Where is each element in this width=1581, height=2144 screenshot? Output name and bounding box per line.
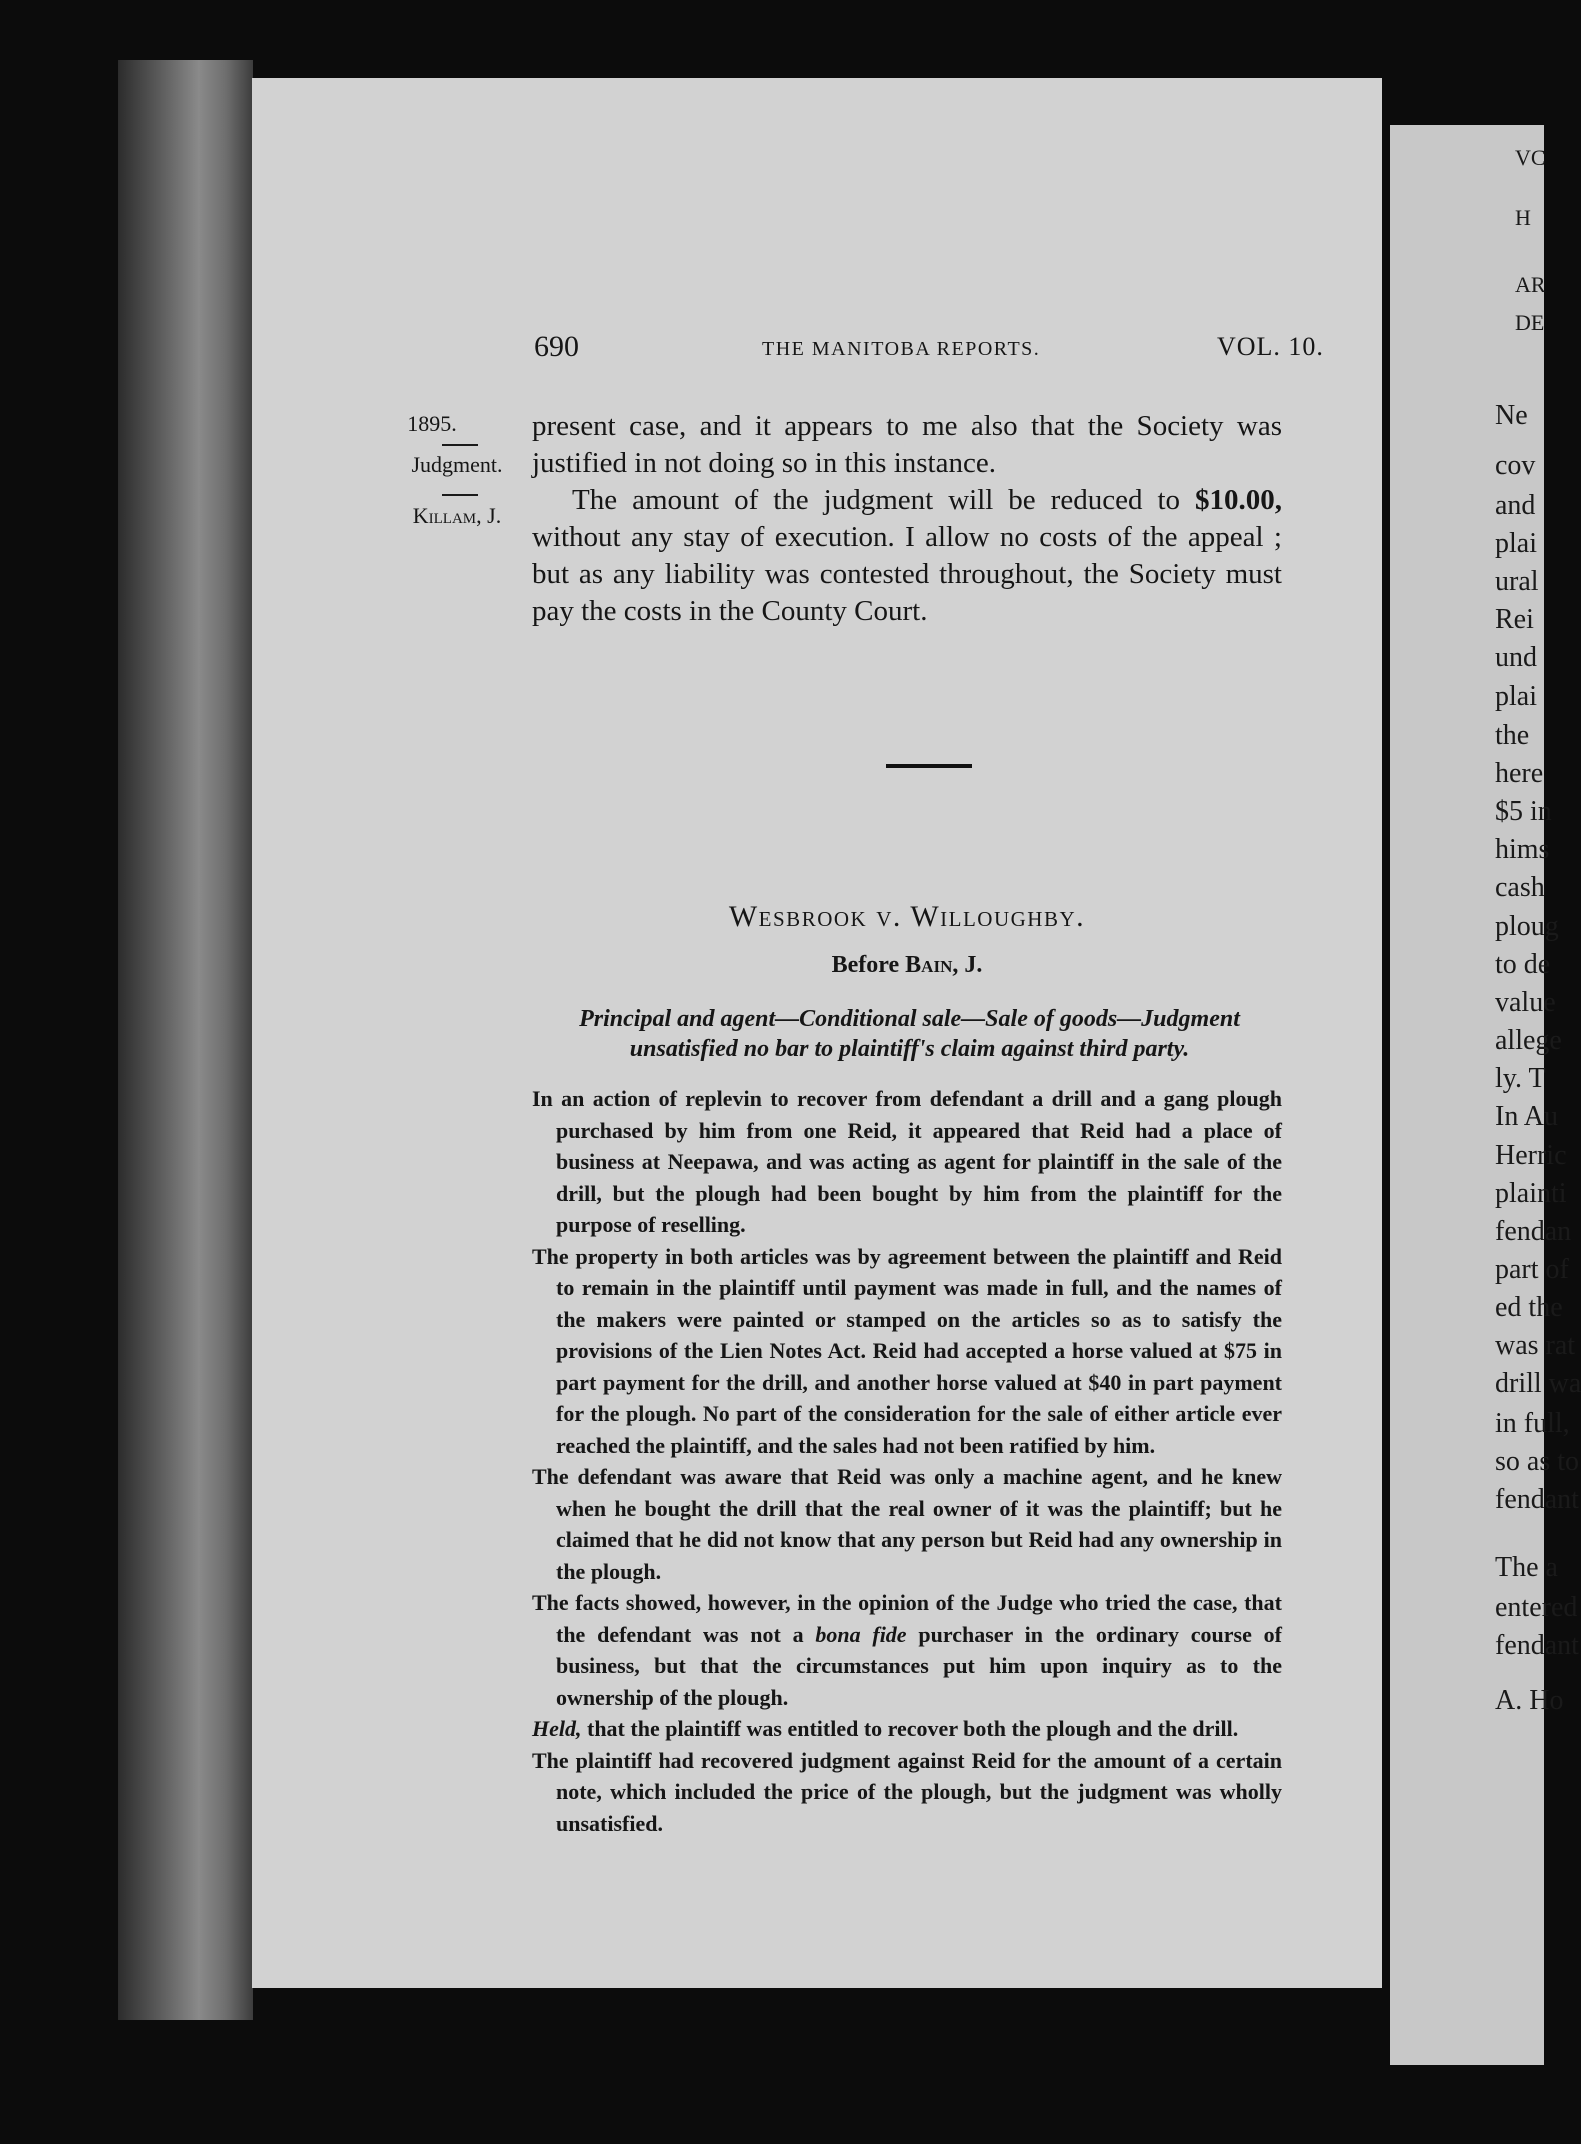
body-paragraph: [532, 482, 1282, 630]
body-text-run: The amount of the judgment will be reduced to: [572, 484, 1195, 516]
facing-page-line: AR: [1515, 272, 1546, 297]
facing-page-line: Herric: [1495, 1140, 1567, 1171]
facing-page-line: cov: [1495, 450, 1536, 481]
section-divider: [886, 764, 972, 768]
facing-page-line: here: [1495, 758, 1544, 789]
headnote: In an action of replevin to recover from defendant a drill and a gang plough purchased by him from one Reid, it appeared that Reid had a place of business at Neepawa, and was acting as agent for plaintiff in the sale of the drill, but the plough had been bought by him from the plaintiff for the purpose of reselling.: [532, 1086, 1282, 1237]
page-number: 690: [534, 330, 579, 363]
facing-page-line: Rei: [1495, 604, 1534, 635]
facing-page-line: VC: [1515, 145, 1546, 170]
held-word: Held,: [532, 1716, 582, 1741]
body-text-run: without any stay of execution. I allow no costs of the appeal ; but as any liability was contested throughout, the Society must pay the costs in the County Court.: [532, 521, 1282, 627]
headnote-italic: bona fide: [815, 1621, 907, 1647]
headnote-run: purchaser in the ordinary course of business, but that the circumstances put him upon inquiry as to the ownership of the plough.: [556, 1621, 1282, 1710]
headnote-run: The facts showed, however, in the opinion of the Judge who tried the case, that the defendant was not a: [532, 1590, 1282, 1647]
book-page: [252, 78, 1382, 1988]
headnote-held: [532, 1713, 1282, 1745]
facing-page-line: The a: [1495, 1552, 1558, 1583]
margin-section: Judgment.: [411, 452, 503, 477]
facing-page-line: ural: [1495, 566, 1539, 597]
facing-page-line: plai: [1495, 681, 1537, 712]
headnote-summary: Principal and agent—Conditional sale—Sale of goods—Judgment unsatisfied no bar to plaintiff's claim against third party.: [579, 1006, 1240, 1062]
facing-page-line: fendant: [1495, 1484, 1579, 1515]
case-title: Wesbrook v. Willoughby.: [728, 900, 1086, 933]
facing-page-line: In Au: [1495, 1101, 1558, 1132]
headnotes: [532, 1083, 1282, 1839]
facing-page-line: A. Ho: [1495, 1685, 1564, 1716]
before-prefix: Before: [831, 952, 906, 978]
facing-page-line: cash: [1495, 872, 1545, 903]
facing-page-line: drill wa: [1495, 1368, 1581, 1399]
facing-page-line: H: [1515, 205, 1531, 230]
headnote-run: that the plaintiff was entitled to recover both the plough and the drill.: [581, 1716, 1239, 1741]
facing-page-line: was rat: [1495, 1330, 1576, 1361]
body-paragraph: present case, and it appears to me also that the Society was justified in not doing so in this instance.: [532, 410, 1282, 479]
margin-year: 1895.: [407, 411, 457, 436]
book-page-edges: [118, 60, 253, 2020]
facing-page-line: value: [1495, 987, 1556, 1018]
facing-page-line: fendan: [1495, 1216, 1572, 1247]
facing-page-line: fendant: [1495, 1630, 1579, 1661]
headnote: The plaintiff had recovered judgment against Reid for the amount of a certain note, which included the price of the plough, but the judgment was wholly unsatisfied.: [532, 1747, 1282, 1836]
facing-page-fragment: [1390, 125, 1581, 2065]
facing-page-line: in full,: [1495, 1408, 1570, 1439]
volume-label: VOL. 10.: [1217, 332, 1324, 361]
judgment-text: [532, 408, 1282, 630]
margin-rule: [442, 444, 478, 446]
facing-page-line: entered: [1495, 1592, 1578, 1623]
margin-rule: [442, 494, 478, 496]
judgment-amount: $10.00,: [1195, 484, 1282, 516]
facing-page-line: and: [1495, 490, 1536, 521]
facing-page-line: DE: [1515, 310, 1545, 335]
facing-page-line: $5 in: [1495, 796, 1552, 827]
headnote: The property in both articles was by agreement between the plaintiff and Reid to remain in the plaintiff until payment was made in full, and the names of the makers were painted or stamped on the articles so as to satisfy the provisions of the Lien Notes Act. Reid had accepted a horse valued at $75 in part payment for the drill, and another horse valued at $40 in part payment for the plough. No part of the consideration for the sale of either article ever reached the plaintiff, and the sales had not been ratified by him.: [532, 1243, 1282, 1458]
headnote: The defendant was aware that Reid was only a machine agent, and he knew when he bought the drill that the real owner of it was the plaintiff; but he claimed that he did not know that any person but Reid had any ownership in the plough.: [532, 1464, 1282, 1584]
facing-page-line: part of: [1495, 1254, 1569, 1285]
margin-judge: Killam, J.: [412, 503, 502, 528]
facing-page-line: ly. T: [1495, 1063, 1546, 1094]
facing-page-line: ed the: [1495, 1292, 1563, 1323]
facing-page-line: und: [1495, 642, 1537, 673]
facing-page-line: the: [1495, 720, 1530, 751]
running-title: THE MANITOBA REPORTS.: [762, 338, 1041, 360]
facing-page-line: so as to: [1495, 1446, 1579, 1477]
facing-page-line: Ne: [1495, 400, 1528, 431]
page-header: [252, 330, 1382, 370]
facing-page-line: hims: [1495, 834, 1550, 865]
headnote: [532, 1587, 1282, 1713]
facing-page-line: ploug: [1495, 911, 1559, 942]
facing-page-line: to de: [1495, 949, 1551, 980]
before-line: [532, 952, 1282, 979]
facing-page-line: plai: [1495, 528, 1537, 559]
facing-page-line: allege: [1495, 1025, 1562, 1056]
facing-page-line: plainti: [1495, 1178, 1567, 1209]
presiding-judge: Bain, J.: [905, 952, 983, 978]
